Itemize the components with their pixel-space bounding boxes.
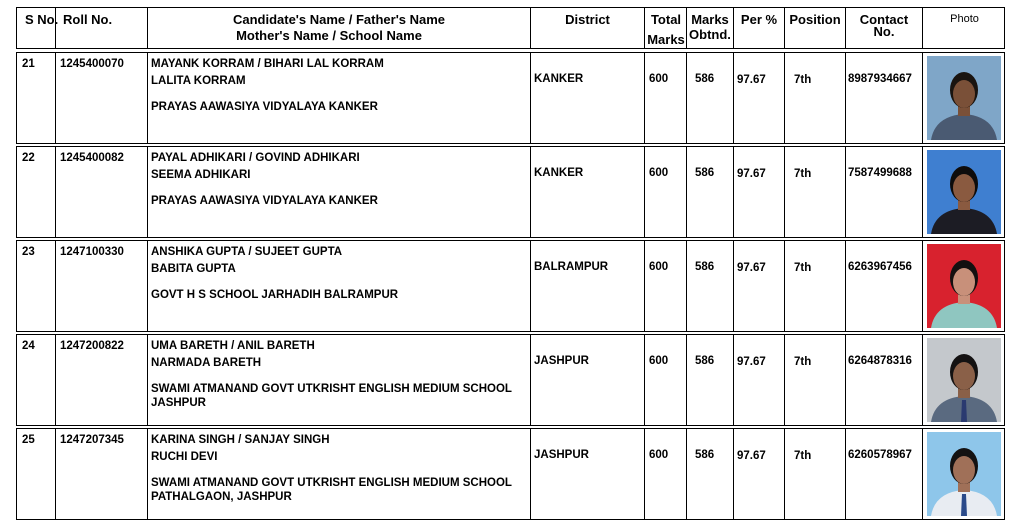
cell-roll: 1245400082 <box>60 152 124 164</box>
cell-mother: RUCHI DEVI <box>151 451 218 463</box>
cell-school-line2: JASHPUR <box>151 397 206 409</box>
header-marks-line2: Obtnd. <box>689 27 731 42</box>
cell-district: KANKER <box>534 167 584 179</box>
header-name-line1: Candidate's Name / Father's Name <box>232 12 446 27</box>
cell-roll: 1247207345 <box>60 434 124 446</box>
cell-name-father: UMA BARETH / ANIL BARETH <box>151 340 315 352</box>
table-header <box>16 7 1005 49</box>
cell-contact: 7587499688 <box>848 167 912 179</box>
cell-school-line1: PRAYAS AAWASIYA VIDYALAYA KANKER <box>151 195 378 207</box>
cell-district: JASHPUR <box>534 449 589 461</box>
cell-roll: 1247200822 <box>60 340 124 352</box>
table-row <box>16 334 1005 426</box>
cell-name-father: MAYANK KORRAM / BIHARI LAL KORRAM <box>151 58 384 70</box>
cell-percent: 97.67 <box>737 356 766 368</box>
cell-total: 600 <box>649 261 669 273</box>
cell-sno: 22 <box>22 152 35 164</box>
header-district: District <box>565 12 610 27</box>
cell-school-line1: SWAMI ATMANAND GOVT UTKRISHT ENGLISH MEDIUM SCHOOL <box>151 383 512 395</box>
cell-percent: 97.67 <box>737 262 766 274</box>
cell-position: 7th <box>794 356 812 368</box>
cell-district: KANKER <box>534 73 584 85</box>
table-row <box>16 428 1005 520</box>
cell-mother: LALITA KORRAM <box>151 75 246 87</box>
header-name-line2: Mother's Name / School Name <box>236 28 422 43</box>
cell-school-line1: SWAMI ATMANAND GOVT UTKRISHT ENGLISH MEDIUM SCHOOL <box>151 477 512 489</box>
student-photo <box>927 150 1001 234</box>
header-contact-line2: No. <box>873 24 895 39</box>
cell-marks: 586 <box>695 355 715 367</box>
cell-school-line2: PATHALGAON, JASHPUR <box>151 491 292 503</box>
cell-marks: 586 <box>695 167 715 179</box>
cell-mother: BABITA GUPTA <box>151 263 236 275</box>
header-roll: Roll No. <box>63 12 113 27</box>
cell-marks: 586 <box>695 261 715 273</box>
cell-mother: SEEMA ADHIKARI <box>151 169 251 181</box>
cell-total: 600 <box>649 167 669 179</box>
cell-marks: 586 <box>695 449 715 461</box>
cell-roll: 1247100330 <box>60 246 124 258</box>
cell-sno: 25 <box>22 434 35 446</box>
cell-name-father: KARINA SINGH / SANJAY SINGH <box>151 434 330 446</box>
cell-school-line1: GOVT H S SCHOOL JARHADIH BALRAMPUR <box>151 289 399 301</box>
cell-position: 7th <box>794 74 812 86</box>
cell-name-father: ANSHIKA GUPTA / SUJEET GUPTA <box>151 246 343 258</box>
table-row <box>16 52 1005 144</box>
cell-position: 7th <box>794 450 812 462</box>
cell-district: JASHPUR <box>534 355 589 367</box>
student-photo <box>927 244 1001 328</box>
cell-total: 600 <box>649 449 669 461</box>
cell-contact: 8987934667 <box>848 73 912 85</box>
header-marks-line1: Marks <box>691 12 729 27</box>
cell-percent: 97.67 <box>737 74 766 86</box>
header-contact-line1: Contact <box>859 12 909 27</box>
cell-percent: 97.67 <box>737 168 766 180</box>
cell-school-line1: PRAYAS AAWASIYA VIDYALAYA KANKER <box>151 101 378 113</box>
cell-mother: NARMADA BARETH <box>151 357 262 369</box>
cell-position: 7th <box>794 168 812 180</box>
student-photo <box>927 432 1001 516</box>
cell-name-father: PAYAL ADHIKARI / GOVIND ADHIKARI <box>151 152 360 164</box>
table-row <box>16 146 1005 238</box>
header-total-line1: Total <box>650 12 682 27</box>
header-sno: S No. <box>25 12 59 27</box>
cell-sno: 24 <box>22 340 35 352</box>
student-photo <box>927 56 1001 140</box>
cell-contact: 6260578967 <box>848 449 912 461</box>
header-percent: Per % <box>740 12 778 27</box>
cell-position: 7th <box>794 262 812 274</box>
cell-total: 600 <box>649 355 669 367</box>
cell-sno: 23 <box>22 246 35 258</box>
cell-sno: 21 <box>22 58 35 70</box>
cell-contact: 6263967456 <box>848 261 912 273</box>
header-position: Position <box>789 12 841 27</box>
cell-percent: 97.67 <box>737 450 766 462</box>
student-photo <box>927 338 1001 422</box>
cell-district: BALRAMPUR <box>534 261 609 273</box>
cell-marks: 586 <box>695 73 715 85</box>
cell-total: 600 <box>649 73 669 85</box>
header-total-line2: Marks <box>647 32 685 47</box>
cell-contact: 6264878316 <box>848 355 912 367</box>
header-photo: Photo <box>950 13 979 25</box>
table-row <box>16 240 1005 332</box>
cell-roll: 1245400070 <box>60 58 124 70</box>
